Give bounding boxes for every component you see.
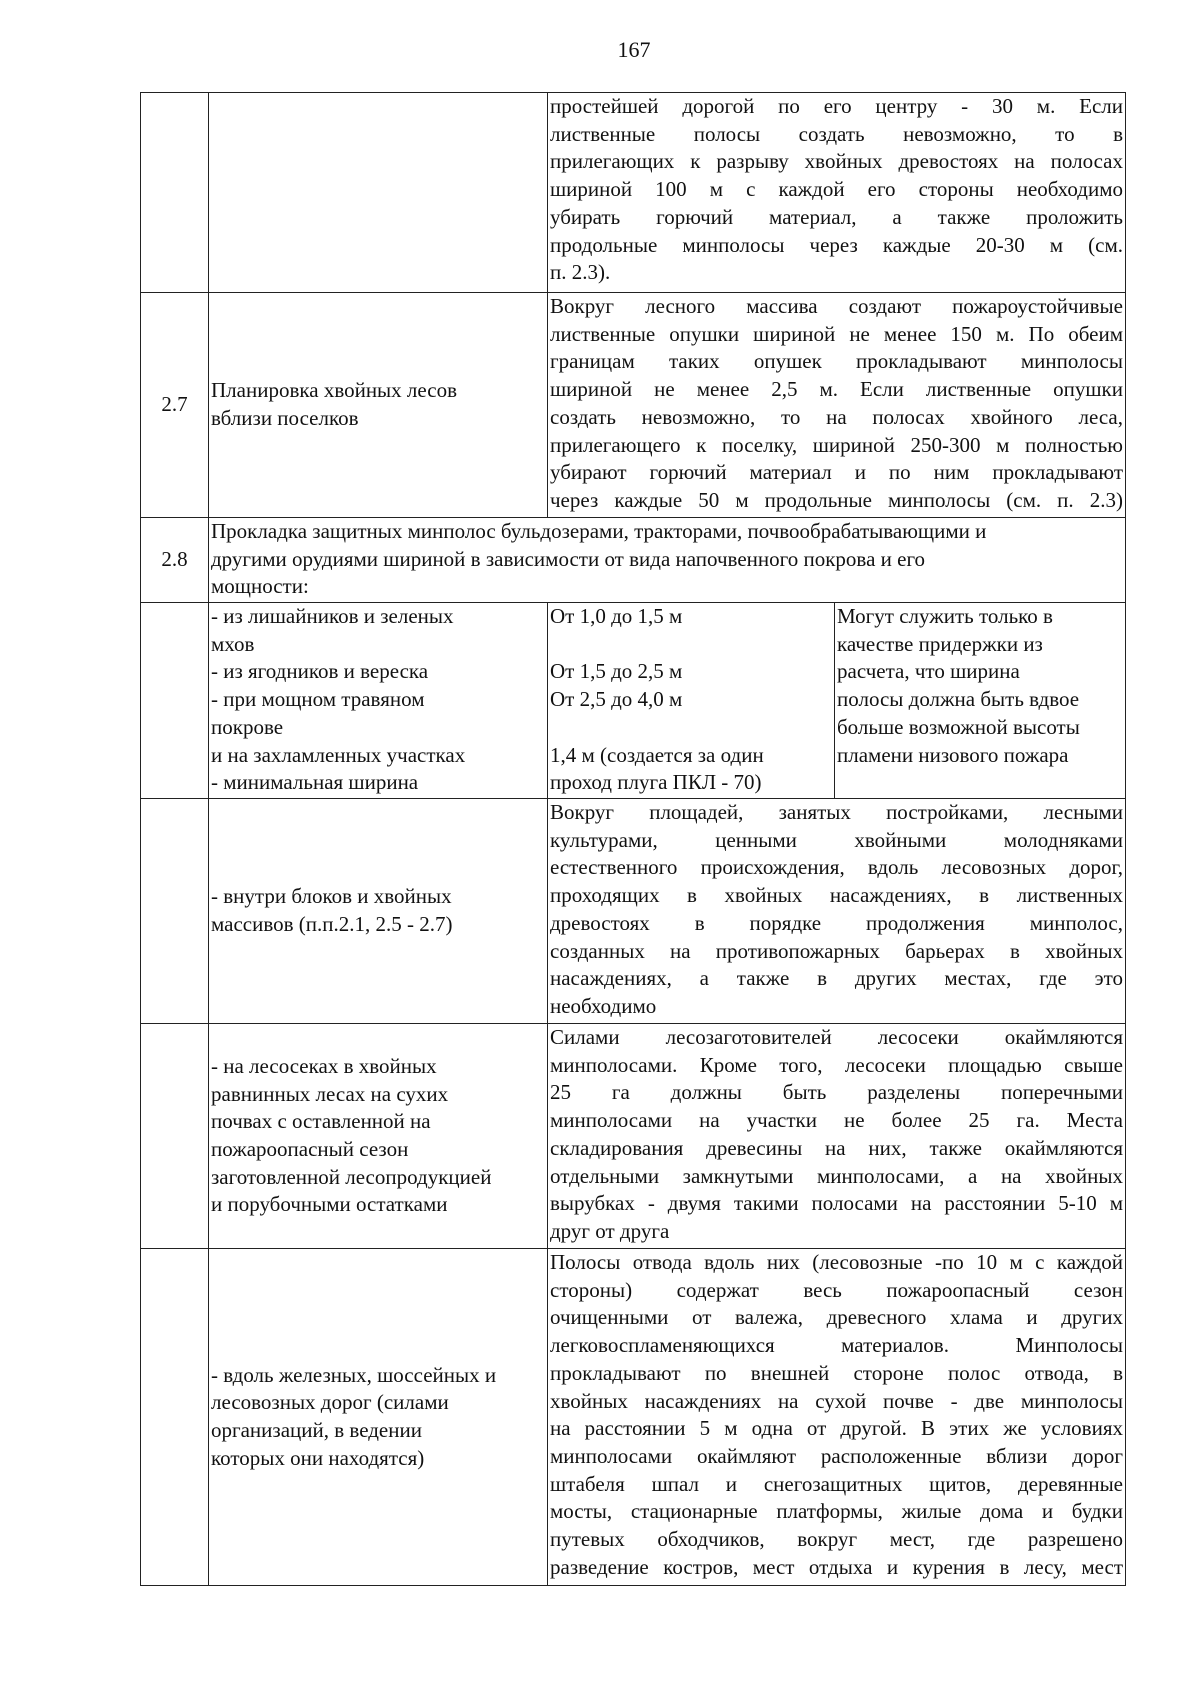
table-row [141, 1249, 1126, 1586]
cover-type-line: - из лишайников и зеленых [211, 604, 454, 628]
text-line: стороны) содержат весь пожароопасный сезон [550, 1277, 1123, 1302]
item-number-cell [141, 293, 209, 518]
text-line: продольные минполосы через каждые 20-30 м (см. [550, 232, 1123, 257]
text-line: естественного происхождения, вдоль лесовозных дорог, [550, 855, 1123, 880]
heading-line: Прокладка защитных минполос бульдозерами, тракторами, почвообрабатывающими и [211, 519, 987, 543]
item-title-line: организаций, в ведении [211, 1418, 422, 1442]
text-line: убирать горючий материал, а также проложить [550, 204, 1123, 229]
note-cell [835, 603, 1126, 799]
text-line: п. 2.3). [550, 260, 611, 285]
text-line: лиственные опушки шириной не менее 150 м. По обеим [550, 321, 1123, 346]
item-title-line: Планировка хвойных лесов [211, 378, 457, 403]
text-line: Силами лесозаготовителей лесосеки окаймляются [550, 1025, 1123, 1049]
text-line: мосты, стационарные платформы, жилые дома и будки [550, 1499, 1123, 1524]
item-title-line: которых они находятся) [211, 1445, 425, 1470]
item-number-cell [141, 799, 209, 1024]
text-line: шириной не менее 2,5 м. Если лиственные опушки [550, 377, 1123, 402]
item-title-line: массивов (п.п.2.1, 2.5 - 2.7) [211, 912, 453, 936]
text-line: Полосы отвода вдоль них (лесовозные -по 10 м с каждой [550, 1250, 1123, 1274]
cover-type-cell [209, 603, 548, 799]
item-description-cell [548, 293, 1126, 518]
text-line: простейшей дорогой по его центру - 30 м. Если [550, 94, 1123, 118]
text-line: путевых обходчиков, вокруг мест, где разрешено [550, 1527, 1123, 1552]
text-line: хвойных насаждениях на сухой почве - две минполосы [550, 1388, 1123, 1413]
table-row [141, 603, 1126, 799]
text-line: создать невозможно, то на полосах хвойного леса, [550, 404, 1123, 429]
text-line: очищенными от валежа, древесного хлама и других [550, 1305, 1123, 1330]
item-title-line: почвах с оставленной на [211, 1109, 431, 1134]
text-line: складирования древесины на них, также окаймляются [550, 1135, 1123, 1160]
item-number-cell [141, 1249, 209, 1586]
cover-type-line: мхов [211, 631, 255, 656]
text-line: шириной 100 м с каждой его стороны необходимо [550, 177, 1123, 202]
item-description-cell [548, 93, 1126, 293]
heading-line: мощности: [211, 574, 309, 599]
text-line: минполосами на участки не более 25 га. Места [550, 1108, 1123, 1133]
item-title-line: пожароопасный сезон [211, 1137, 409, 1161]
text-line: лиственные полосы создать невозможно, то в [550, 121, 1123, 146]
text-line: прокладывают по внешней стороне полос отвода, в [550, 1360, 1123, 1385]
item-title-line: и порубочными остатками [211, 1192, 448, 1217]
width-line: проход плуга ПКЛ - 70) [550, 770, 762, 795]
note-line: Могут служить только в [837, 604, 1053, 628]
text-line: легковоспламеняющихся материалов. Минполосы [550, 1333, 1123, 1358]
note-line: полосы должна быть вдвое [837, 687, 1080, 712]
cover-type-line: - при мощном травяном [211, 687, 425, 712]
cover-type-line: покрове [211, 714, 284, 739]
item-number-cell [141, 518, 209, 603]
measures-table [140, 92, 1126, 1586]
item-description-cell [548, 1024, 1126, 1249]
text-line: минполосами. Кроме того, лесосеки площадью свыше [550, 1052, 1123, 1077]
note-line: пламени низового пожара [837, 742, 1069, 767]
text-line: убирают горючий материал и по ним прокладывают [550, 460, 1123, 485]
item-description-cell [548, 1249, 1126, 1586]
item-title-cell [209, 293, 548, 518]
item-number-cell [141, 93, 209, 293]
item-title-line: - вдоль железных, шоссейных и [211, 1362, 497, 1387]
item-title-cell [209, 1024, 548, 1249]
cover-type-line: - минимальная ширина [211, 770, 419, 795]
item-description-cell [548, 799, 1126, 1024]
page-number: 167 [617, 37, 651, 62]
text-line: Вокруг лесного массива создают пожароустойчивые [550, 294, 1123, 318]
item-title-cell [209, 93, 548, 293]
text-line: друг от друга [550, 1218, 670, 1243]
text-line: необходимо [550, 993, 657, 1018]
note-line: расчета, что ширина [837, 659, 1020, 684]
item-number: 2.8 [161, 547, 188, 572]
cover-type-line: - из ягодников и вереска [211, 659, 429, 684]
table-row [141, 518, 1126, 603]
item-heading-cell [209, 518, 1126, 603]
text-line: прилегающих к разрыву хвойных древостоях на полосах [550, 149, 1123, 174]
width-line: От 1,5 до 2,5 м [550, 659, 683, 684]
text-line: через каждые 50 м продольные минполосы (см. п. 2.3) [550, 487, 1123, 512]
text-line: штабеля шпал и снегозащитных щитов, деревянные [550, 1471, 1123, 1496]
item-title-line: - на лесосеках в хвойных [211, 1053, 437, 1078]
item-number: 2.7 [161, 392, 188, 417]
note-line: качестве придержки из [837, 631, 1043, 656]
text-line: минполосами окаймляют расположенные вблизи дорог [550, 1443, 1123, 1468]
text-line: вырубках - двумя такими полосами на расстоянии 5-10 м [550, 1191, 1123, 1216]
item-title-line: вблизи поселков [211, 406, 359, 430]
table-row [141, 799, 1126, 1024]
item-number-cell [141, 1024, 209, 1249]
item-title-line: лесовозных дорог (силами [211, 1390, 449, 1415]
item-title-line: - внутри блоков и хвойных [211, 884, 452, 909]
text-line: насаждениях, а также в других местах, где это [550, 966, 1123, 991]
note-line: больше возможной высоты [837, 714, 1080, 739]
item-number-cell [141, 603, 209, 799]
text-line: Вокруг площадей, занятых постройками, лесными [550, 800, 1123, 824]
width-line [550, 714, 832, 742]
item-title-cell [209, 1249, 548, 1586]
item-title-line: заготовленной лесопродукцией [211, 1164, 492, 1189]
text-line: прилегающего к поселку, шириной 250-300 м полностью [550, 432, 1123, 457]
text-line: созданных на противопожарных барьерах в хвойных [550, 938, 1123, 963]
width-line: От 2,5 до 4,0 м [550, 687, 683, 712]
item-title-line: равнинных лесах на сухих [211, 1081, 449, 1106]
width-line [550, 631, 832, 659]
text-line: древостоях в порядке продолжения минполос, [550, 910, 1123, 935]
width-line: 1,4 м (создается за один [550, 742, 764, 767]
width-cell [548, 603, 835, 799]
heading-line: другими орудиями шириной в зависимости от вида напочвенного покрова и его [211, 546, 926, 571]
width-line: От 1,0 до 1,5 м [550, 604, 683, 628]
text-line: отдельными замкнутыми минполосами, а на хвойных [550, 1163, 1123, 1188]
text-line: культурами, ценными хвойными молодняками [550, 827, 1123, 852]
table-row [141, 1024, 1126, 1249]
item-title-cell [209, 799, 548, 1024]
table-row [141, 93, 1126, 293]
text-line: разведение костров, мест отдыха и курения в лесу, мест [550, 1554, 1123, 1579]
text-line: границам таких опушек прокладывают минполосы [550, 349, 1123, 374]
text-line: проходящих в хвойных насаждениях, в лиственных [550, 883, 1123, 908]
text-line: на расстоянии 5 м одна от другой. В этих же условиях [550, 1416, 1123, 1441]
cover-type-line: и на захламленных участках [211, 742, 466, 767]
text-line: 25 га должны быть разделены поперечными [550, 1080, 1123, 1105]
table-row [141, 293, 1126, 518]
